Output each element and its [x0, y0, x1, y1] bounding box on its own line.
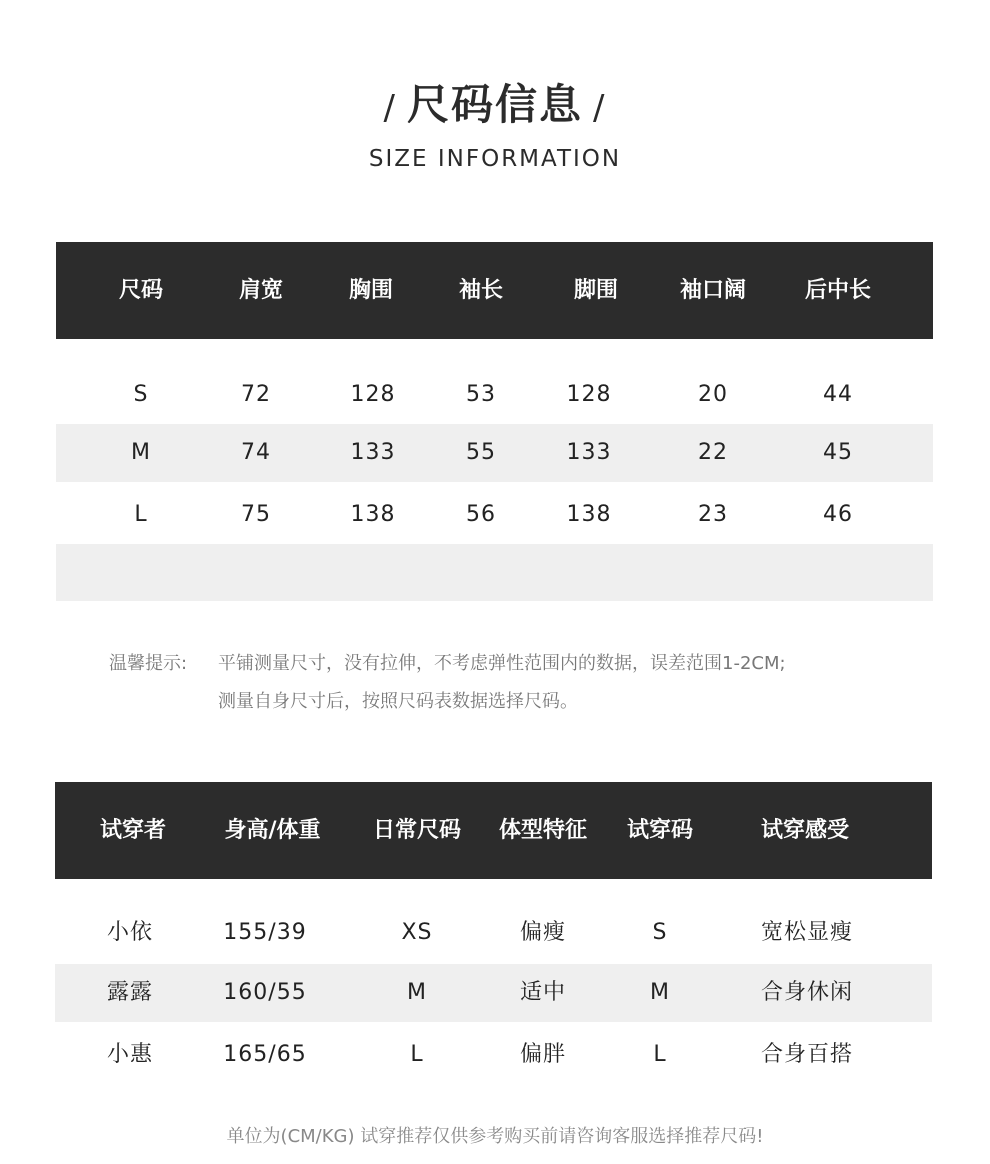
table-cell: 74 — [241, 440, 271, 465]
size-table-header — [56, 242, 933, 339]
title-slash-left: / — [383, 88, 397, 128]
page-subtitle: SIZE INFORMATION — [368, 146, 622, 172]
table-cell: 23 — [698, 502, 728, 527]
table-cell: 小依 — [106, 920, 153, 945]
size-col-header: 尺码 — [118, 278, 163, 303]
table-cell: S — [652, 920, 668, 945]
table-cell: L — [410, 1042, 424, 1067]
footer-note: 单位为(CM/KG) 试穿推荐仅供参考购买前请咨询客服选择推荐尺码! — [226, 1126, 764, 1147]
fit-col-header: 试穿者 — [99, 818, 166, 843]
size-col-header: 后中长 — [804, 278, 871, 303]
size-col-header: 肩宽 — [238, 278, 283, 303]
size-col-header: 脚围 — [573, 278, 618, 303]
table-cell: 53 — [466, 382, 496, 407]
fit-col-header: 身高/体重 — [224, 818, 321, 843]
fit-col-header: 日常尺码 — [372, 818, 461, 843]
table-row — [56, 486, 933, 544]
table-cell: 133 — [566, 440, 612, 465]
table-row — [55, 964, 932, 1022]
table-cell: 宽松显瘦 — [760, 920, 853, 945]
table-cell: 160/55 — [223, 980, 307, 1005]
table-cell: M — [131, 440, 151, 465]
table-cell: 165/65 — [223, 1042, 307, 1067]
table-cell: 46 — [823, 502, 853, 527]
table-cell: 55 — [466, 440, 496, 465]
title-text: 尺码信息 — [406, 80, 583, 129]
size-col-header: 袖长 — [458, 278, 503, 303]
fit-col-header: 体型特征 — [498, 818, 587, 843]
note-line-1: 平铺测量尺寸，没有拉伸，不考虑弹性范围内的数据，误差范围1-2CM; — [218, 653, 786, 674]
table-cell: 22 — [698, 440, 728, 465]
note-line-2: 测量自身尺寸后，按照尺码表数据选择尺码。 — [218, 691, 578, 712]
fit-table-header — [55, 782, 932, 879]
table-cell: 偏瘦 — [519, 920, 566, 945]
size-col-header: 袖口阔 — [679, 278, 746, 303]
table-cell: 56 — [466, 502, 496, 527]
table-cell: 合身百搭 — [760, 1042, 853, 1067]
table-cell: M — [407, 980, 427, 1005]
table-cell: M — [650, 980, 670, 1005]
table-cell: L — [134, 502, 148, 527]
table-cell: 20 — [698, 382, 728, 407]
table-row — [56, 366, 933, 424]
table-cell: 适中 — [519, 980, 566, 1005]
table-cell: L — [653, 1042, 667, 1067]
table-row — [56, 424, 933, 482]
table-cell: 75 — [241, 502, 271, 527]
table-cell: XS — [401, 920, 433, 945]
table-cell: 合身休闲 — [760, 980, 853, 1005]
table-cell: 露露 — [106, 980, 153, 1005]
fit-col-header: 试穿感受 — [760, 818, 849, 843]
table-cell: 155/39 — [223, 920, 307, 945]
table-cell: 45 — [823, 440, 853, 465]
table-cell: 138 — [566, 502, 612, 527]
table-row — [55, 904, 932, 962]
fit-col-header: 试穿码 — [626, 818, 693, 843]
table-cell: 偏胖 — [519, 1042, 566, 1067]
table-row-empty — [56, 544, 933, 601]
table-cell: 138 — [350, 502, 396, 527]
table-cell: 小惠 — [106, 1042, 153, 1067]
note-label: 温馨提示: — [109, 653, 188, 674]
table-cell: 133 — [350, 440, 396, 465]
title-slash-right: / — [593, 88, 607, 128]
table-cell: 44 — [823, 382, 853, 407]
table-row — [55, 1026, 932, 1084]
size-col-header: 胸围 — [348, 278, 393, 303]
table-cell: 72 — [241, 382, 271, 407]
page-title — [0, 72, 990, 132]
table-cell: 128 — [350, 382, 396, 407]
table-cell: 128 — [566, 382, 612, 407]
table-cell: S — [133, 382, 149, 407]
